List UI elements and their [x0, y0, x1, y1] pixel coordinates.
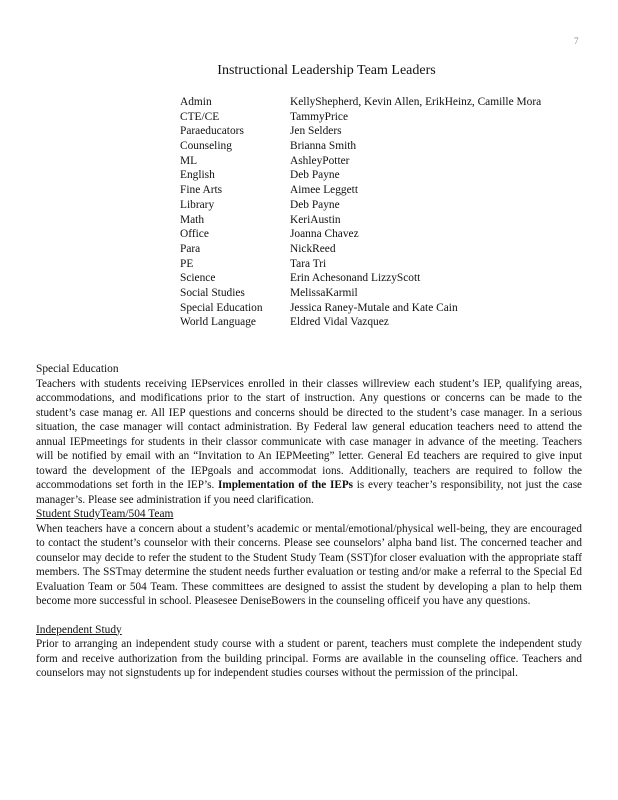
roster-row: [180, 227, 590, 242]
roster-names: KellyShepherd, Kevin Allen, ErikHeinz, Camille Mora: [290, 96, 542, 108]
roster-row: [180, 168, 590, 183]
roster-names: NickReed: [290, 242, 336, 255]
roster-names: Erin Achesonand LizzyScott: [290, 272, 421, 285]
roster-row: [180, 124, 590, 139]
roster-row: [180, 213, 590, 228]
roster-dept: PE: [180, 257, 194, 270]
special-ed-heading: Special Education: [36, 363, 119, 375]
sst-paragraph: When teachers have a concern about a student’s academic or mental/emotional/physical well-being, they are encouraged to contact the student’s counselor with their concerns. Please see counselors’ alpha band list. The concerned teacher and counselor may decide to refer the student to the Student Study Team (SST)for closer evaluation with the appropriate staff members. The SSTmay determine the student needs further evaluation or testing and/or make a referral to the Special Ed Evaluation Team or 504 Team. These committees are designed to assist the student by developing a plan to help them become more successful in school. Pleasesee DeniseBowers in the counseling officeif you have any questions.: [36, 522, 582, 607]
roster-dept: Paraeducators: [180, 125, 244, 138]
special-ed-text-end: is every teacher’s responsibility, not just the case manager’s. Please see administration if you need clarification.: [36, 479, 583, 506]
special-ed-paragraph: [36, 377, 582, 508]
special-ed-text: Teachers with students receiving IEPservices enrolled in their classes willreview each student’s IEP, qualifying areas, accommodations, and modifications prior to the start of instruction. Any questions or concerns can be made to the student’s case manag er. All IEP questions and concerns should be directed to the student’s case manager. In a serious situation, the case manager will contact administration. By Federal law general education teachers need to attend the annual IEPmeetings for students in their classor communicate with case manager in advance of the meeting. Teachers will be notified by email with an “Invitation to An IEPMeeting” letter. General Ed teachers are required to give input toward the development of the IEPgoals and accommodat ions. Additionally, teachers are required to follow the accommodations set forth in the IEP’s.: [36, 377, 582, 491]
roster-names: Tara Tri: [290, 257, 327, 270]
roster-dept: Fine Arts: [180, 184, 223, 197]
roster-names: TammyPrice: [290, 110, 349, 123]
roster-names: Eldred Vidal Vazquez: [290, 316, 389, 329]
special-ed-bold-lead: Implementation of the IEPs: [218, 479, 354, 491]
sst-heading: Student StudyTeam/504 Team: [36, 508, 174, 520]
roster-dept: English: [180, 169, 215, 182]
roster-dept: Science: [180, 272, 216, 285]
roster-names: Brianna Smith: [290, 140, 357, 153]
roster-row: [180, 95, 590, 110]
roster-row: [180, 198, 590, 213]
roster-names: Jen Selders: [290, 125, 342, 138]
roster-dept: Special Education: [180, 301, 263, 314]
roster-row: [180, 301, 590, 316]
roster-names: MelissaKarmil: [290, 286, 358, 299]
roster-names: Deb Payne: [290, 169, 340, 182]
roster-dept: Social Studies: [180, 286, 245, 299]
roster-dept: Para: [180, 242, 201, 255]
roster-row: [180, 183, 590, 198]
roster-dept: Counseling: [180, 140, 232, 153]
roster-row: [180, 242, 590, 257]
roster-row: [180, 257, 590, 272]
roster-dept: ML: [180, 154, 198, 167]
roster-dept: CTE/CE: [180, 110, 220, 123]
roster-dept: Office: [180, 228, 209, 241]
page-title: Instructional Leadership Team Leaders: [217, 63, 436, 78]
roster-row: [180, 315, 590, 330]
roster-dept: Admin: [180, 96, 212, 108]
roster-dept: World Language: [180, 316, 256, 329]
independent-study-heading: Independent Study: [36, 623, 122, 636]
roster-names: KeriAustin: [290, 213, 341, 226]
roster-names: Aimee Leggett: [290, 184, 358, 197]
roster-names: AshleyPotter: [290, 154, 350, 167]
roster-row: [180, 110, 590, 125]
policy-text: [36, 362, 582, 681]
roster-dept: Library: [180, 198, 215, 211]
roster-row: [180, 271, 590, 286]
leader-roster: [180, 95, 590, 330]
independent-study-paragraph: Prior to arranging an independent study course with a student or parent, teachers must complete the independent study form and receive authorization from the building principal. Forms are available in the counseling office. Teachers and counselors may not signstudents up for independent studies courses without the permission of the principal.: [36, 638, 582, 679]
roster-row: [180, 139, 590, 154]
roster-names: Jessica Raney-Mutale and Kate Cain: [290, 301, 458, 314]
roster-names: Deb Payne: [290, 198, 340, 211]
roster-dept: Math: [180, 213, 205, 226]
roster-row: [180, 286, 590, 301]
roster-names: Joanna Chavez: [290, 228, 359, 241]
roster-row: [180, 154, 590, 169]
page-number: 7: [574, 36, 579, 46]
